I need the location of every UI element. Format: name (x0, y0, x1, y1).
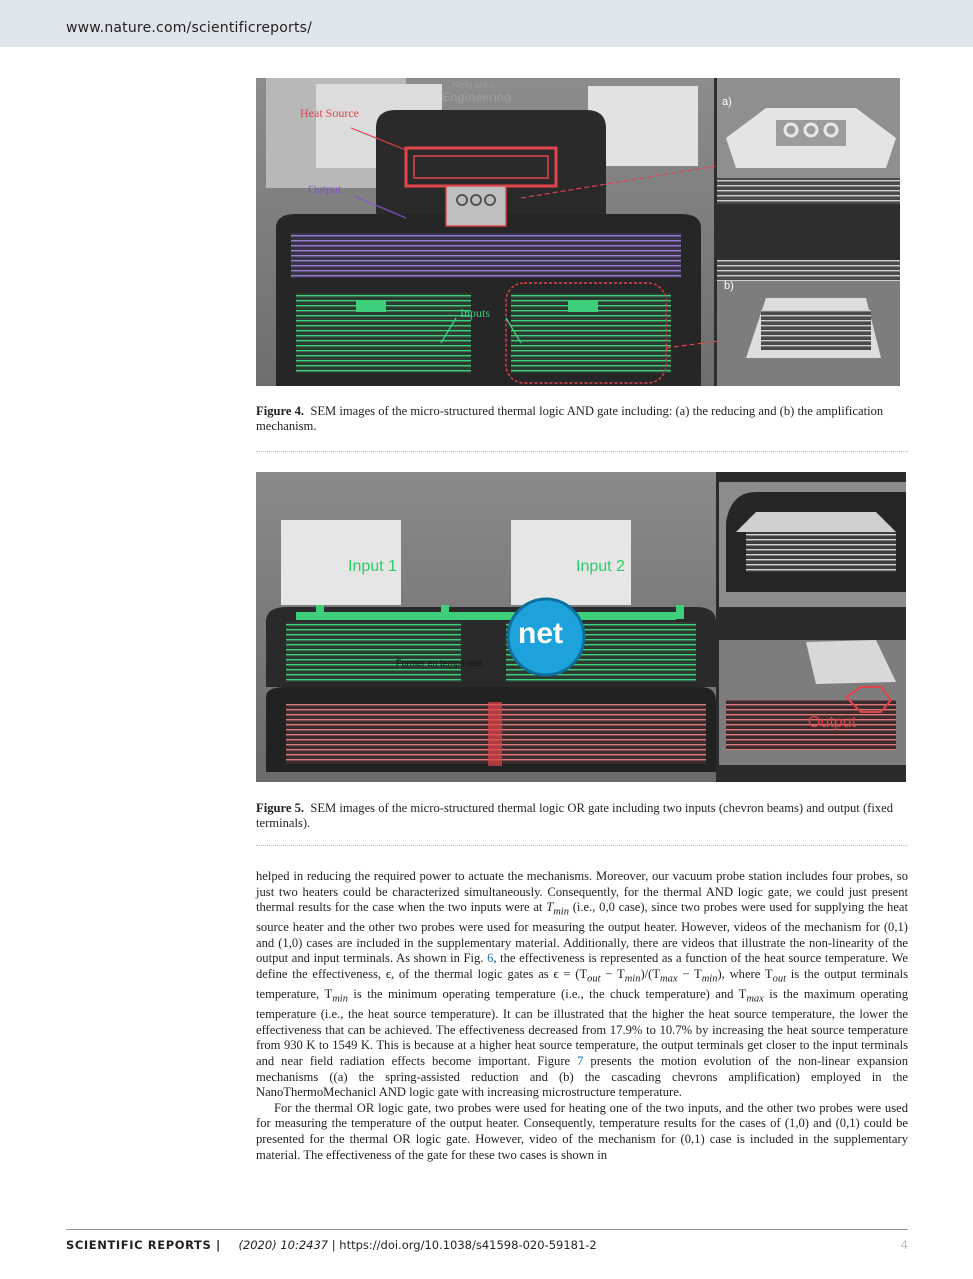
footer-citation: (2020) 10:2437 (238, 1238, 329, 1252)
fig4-inputs-label: Inputs (460, 306, 490, 320)
text-run: )/(T (640, 967, 661, 982)
text-run: ), where T (717, 967, 773, 982)
figure-5-caption-text: SEM images of the micro-structured thermal logic OR gate including two inputs (chevron beams) and output (fixed terminals). (256, 801, 894, 830)
math-subscript: min (701, 973, 718, 985)
text-run: is the minimum operating temperature (i.e., the chuck temperature) and T (347, 987, 747, 1002)
text-run: − T (677, 967, 702, 982)
fig4-heat-source-label: Heat Source (300, 106, 359, 120)
math-subscript: min (553, 906, 569, 918)
divider (256, 451, 908, 452)
text-run: , the effectiveness is represented as a function of the heat source temperature. We define the effectiveness, ϵ, of the thermal logic gates as ϵ = (T (256, 951, 909, 982)
text-run: is the output terminals temperature, T (256, 967, 908, 1002)
fig5-output-label: Output (808, 714, 857, 731)
math-subscript: max (746, 993, 764, 1005)
footer-rule (66, 1229, 908, 1230)
body-text (256, 869, 908, 1163)
figure-4-caption (256, 404, 908, 434)
journal-url[interactable]: www.nature.com/scientificreports/ (66, 20, 313, 36)
fig4-output-label: Output (308, 182, 342, 196)
text-run: is the maximum operating temperature (i.e., the heat source temperature). It can be illustrated that the higher the heat source temperature, the lower the effectiveness that can be achieved. The effectiveness decreased from 17.9% to 10.7% by increasing the heat source temperature from 930 K to 1549 K. This is because at a higher heat source temperature, the output terminals get closer to the input terminals and near field radiation effects become important. Figure (256, 987, 908, 1069)
fig5-input2-label: Input 2 (576, 558, 625, 575)
footer-doi[interactable]: | https://doi.org/10.1038/s41598-020-59181-2 (328, 1238, 597, 1252)
journal-header-band (0, 0, 973, 47)
figure-4-image (256, 78, 900, 386)
fig4-brand-label-2: Engineering (442, 90, 512, 104)
figure-4-caption-label: Figure 4. (256, 404, 305, 418)
fig5-input1-label: Input 1 (348, 558, 397, 575)
figure-5-caption (256, 801, 908, 831)
figure-4-sem-drawing (256, 78, 900, 386)
math-subscript: min (624, 973, 641, 985)
fig6-link[interactable]: 6 (487, 951, 494, 966)
math-subscript: out (772, 973, 786, 985)
figure-5-caption-label: Figure 5. (256, 801, 305, 815)
watermark-net-logo: net (518, 617, 563, 650)
page-number: 4 (900, 1238, 908, 1252)
watermark-subtitle: Former en temps réel (396, 658, 483, 668)
text-run: (i.e., 0,0 case), since two probes were used for supplying the heat source heater and the other two probes were used for measuring the output heater. However, videos of the mechanism for (0,1) and (1,0) cases are included in the supplementary material. Additionally, there are videos that illustrate the non-linearity of the output and input terminals. As shown in Fig. (256, 900, 908, 966)
text-run: presents the motion evolution of the non-linear expansion mechanisms ((a) the spring-assisted reduction and (b) the cascading chevrons amplification) employed in the NanoThermoMechanicl AND logic gate with increasing microstructure temperature. (256, 1054, 908, 1100)
text-run: helped in reducing the required power to actuate the mechanisms. Moreover, our vacuum probe station includes four probes, so just two heaters could be characterized simultaneously. Consequently, for the thermal AND logic gate, we could just present thermal results for the case when the two inputs were at (256, 869, 908, 915)
fig7-link[interactable]: 7 (577, 1054, 584, 1069)
fig4-brand-label: Nebraska (452, 80, 495, 91)
figure-4-caption-text: SEM images of the micro-structured thermal logic AND gate including: (a) the reducing and (b) the amplification mechanism. (256, 404, 884, 433)
page-footer (66, 1238, 908, 1252)
math-subscript: min (332, 993, 348, 1005)
fig4-panel-b-label: b) (724, 280, 734, 292)
figure-5-image (256, 472, 906, 782)
divider (256, 845, 908, 846)
footer-journal: SCIENTIFIC REPORTS | (66, 1238, 221, 1252)
figure-5-sem-drawing (256, 472, 906, 782)
math-subscript: max (660, 973, 678, 985)
math-subscript: out (587, 973, 601, 985)
math-symbol: T (546, 900, 554, 915)
paragraph-2: For the thermal OR logic gate, two probes were used for heating one of the two inputs, and the other two probes were used for measuring the temperature of the output heater. Consequently, temperature results for the cases of (1,0) and (0,1) could be presented for the thermal OR logic gate. However, video of the mechanism for (0,1) case is included in the supplementary material. The effectiveness of the gate for these two cases is shown in (256, 1100, 908, 1162)
fig4-panel-a-label: a) (722, 96, 732, 108)
paragraph-1 (256, 869, 908, 1101)
text-run: − T (600, 967, 625, 982)
